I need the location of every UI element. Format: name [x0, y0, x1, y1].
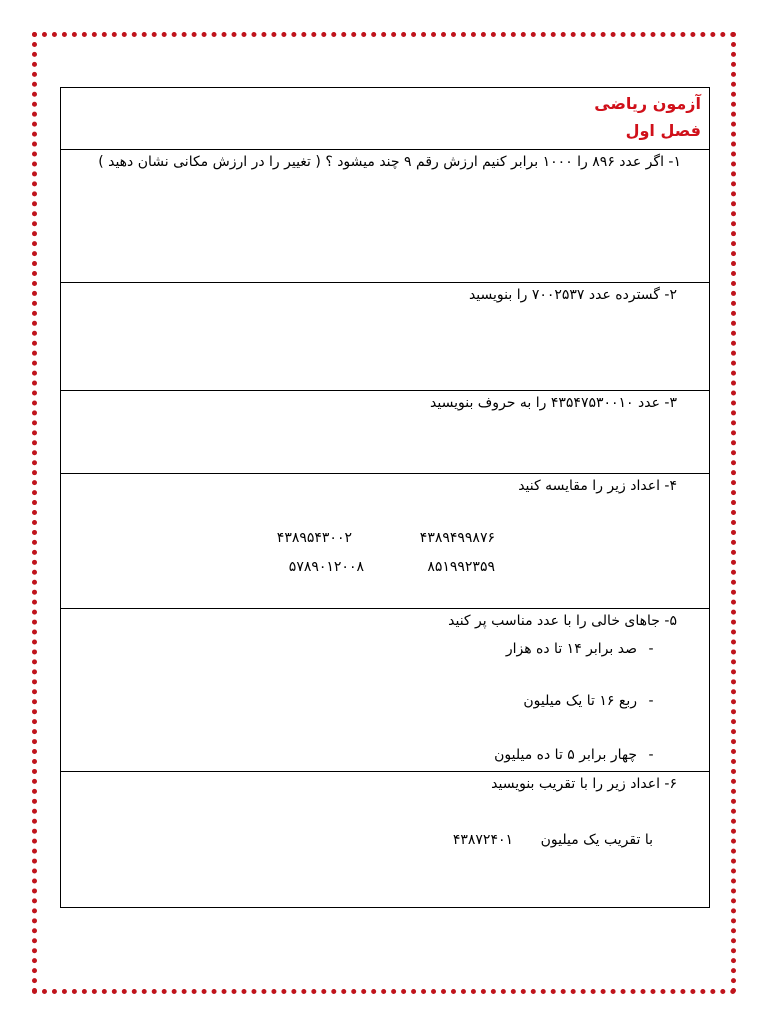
question-2 [61, 283, 709, 391]
question-6-text: ۶- اعداد زیر را با تقریب بنویسید [491, 776, 677, 792]
rounding-value: ۴۳۸۷۲۴۰۱ [452, 832, 513, 848]
question-2-text: ۲- گسترده عدد ۷۰۰۲۵۳۷ را بنویسید [468, 287, 677, 303]
fill-blank-text: ربع ۱۶ تا یک میلیون [523, 693, 637, 709]
fill-blank-text: چهار برابر ۵ تا ده میلیون [494, 747, 637, 763]
exam-header [61, 88, 709, 150]
fill-blank-item [506, 641, 665, 657]
exam-chapter: فصل اول [625, 121, 701, 140]
question-1 [61, 150, 709, 283]
exam-title: آزمون ریاضی [594, 94, 701, 113]
fill-blank-item [523, 693, 665, 709]
compare-number: ۵۷۸۹۰۱۲۰۰۸ [288, 559, 364, 575]
fill-blank-text: صد برابر ۱۴ تا ده هزار [505, 641, 637, 657]
question-6 [61, 772, 709, 909]
bullet-mark: - [648, 747, 654, 763]
question-3 [61, 391, 709, 474]
compare-number: ۴۳۸۹۵۴۳۰۰۲ [276, 530, 352, 546]
bullet-mark: - [648, 641, 654, 657]
question-5-text: ۵- جاهای خالی را با عدد مناسب پر کنید [448, 613, 677, 629]
compare-number: ۸۵۱۹۹۲۳۵۹ [427, 559, 495, 575]
question-4-text: ۴- اعداد زیر را مقایسه کنید [518, 478, 677, 494]
rounding-label: با تقریب یک میلیون [540, 832, 653, 848]
question-1-text: ۱- اگر عدد ۸۹۶ را ۱۰۰۰ برابر کنیم ارزش رقم ۹ چند میشود ؟ ( تغییر را در ارزش مکانی نشان دهید ) [98, 154, 681, 170]
bullet-mark: - [648, 693, 654, 709]
exam-sheet [60, 87, 710, 908]
question-3-text: ۳- عدد ۴۳۵۴۷۵۳۰۰۱۰ را به حروف بنویسید [430, 395, 677, 411]
compare-number: ۴۳۸۹۴۹۹۸۷۶ [419, 530, 495, 546]
fill-blank-item [494, 747, 665, 763]
question-4 [61, 474, 709, 609]
question-5 [61, 609, 709, 772]
